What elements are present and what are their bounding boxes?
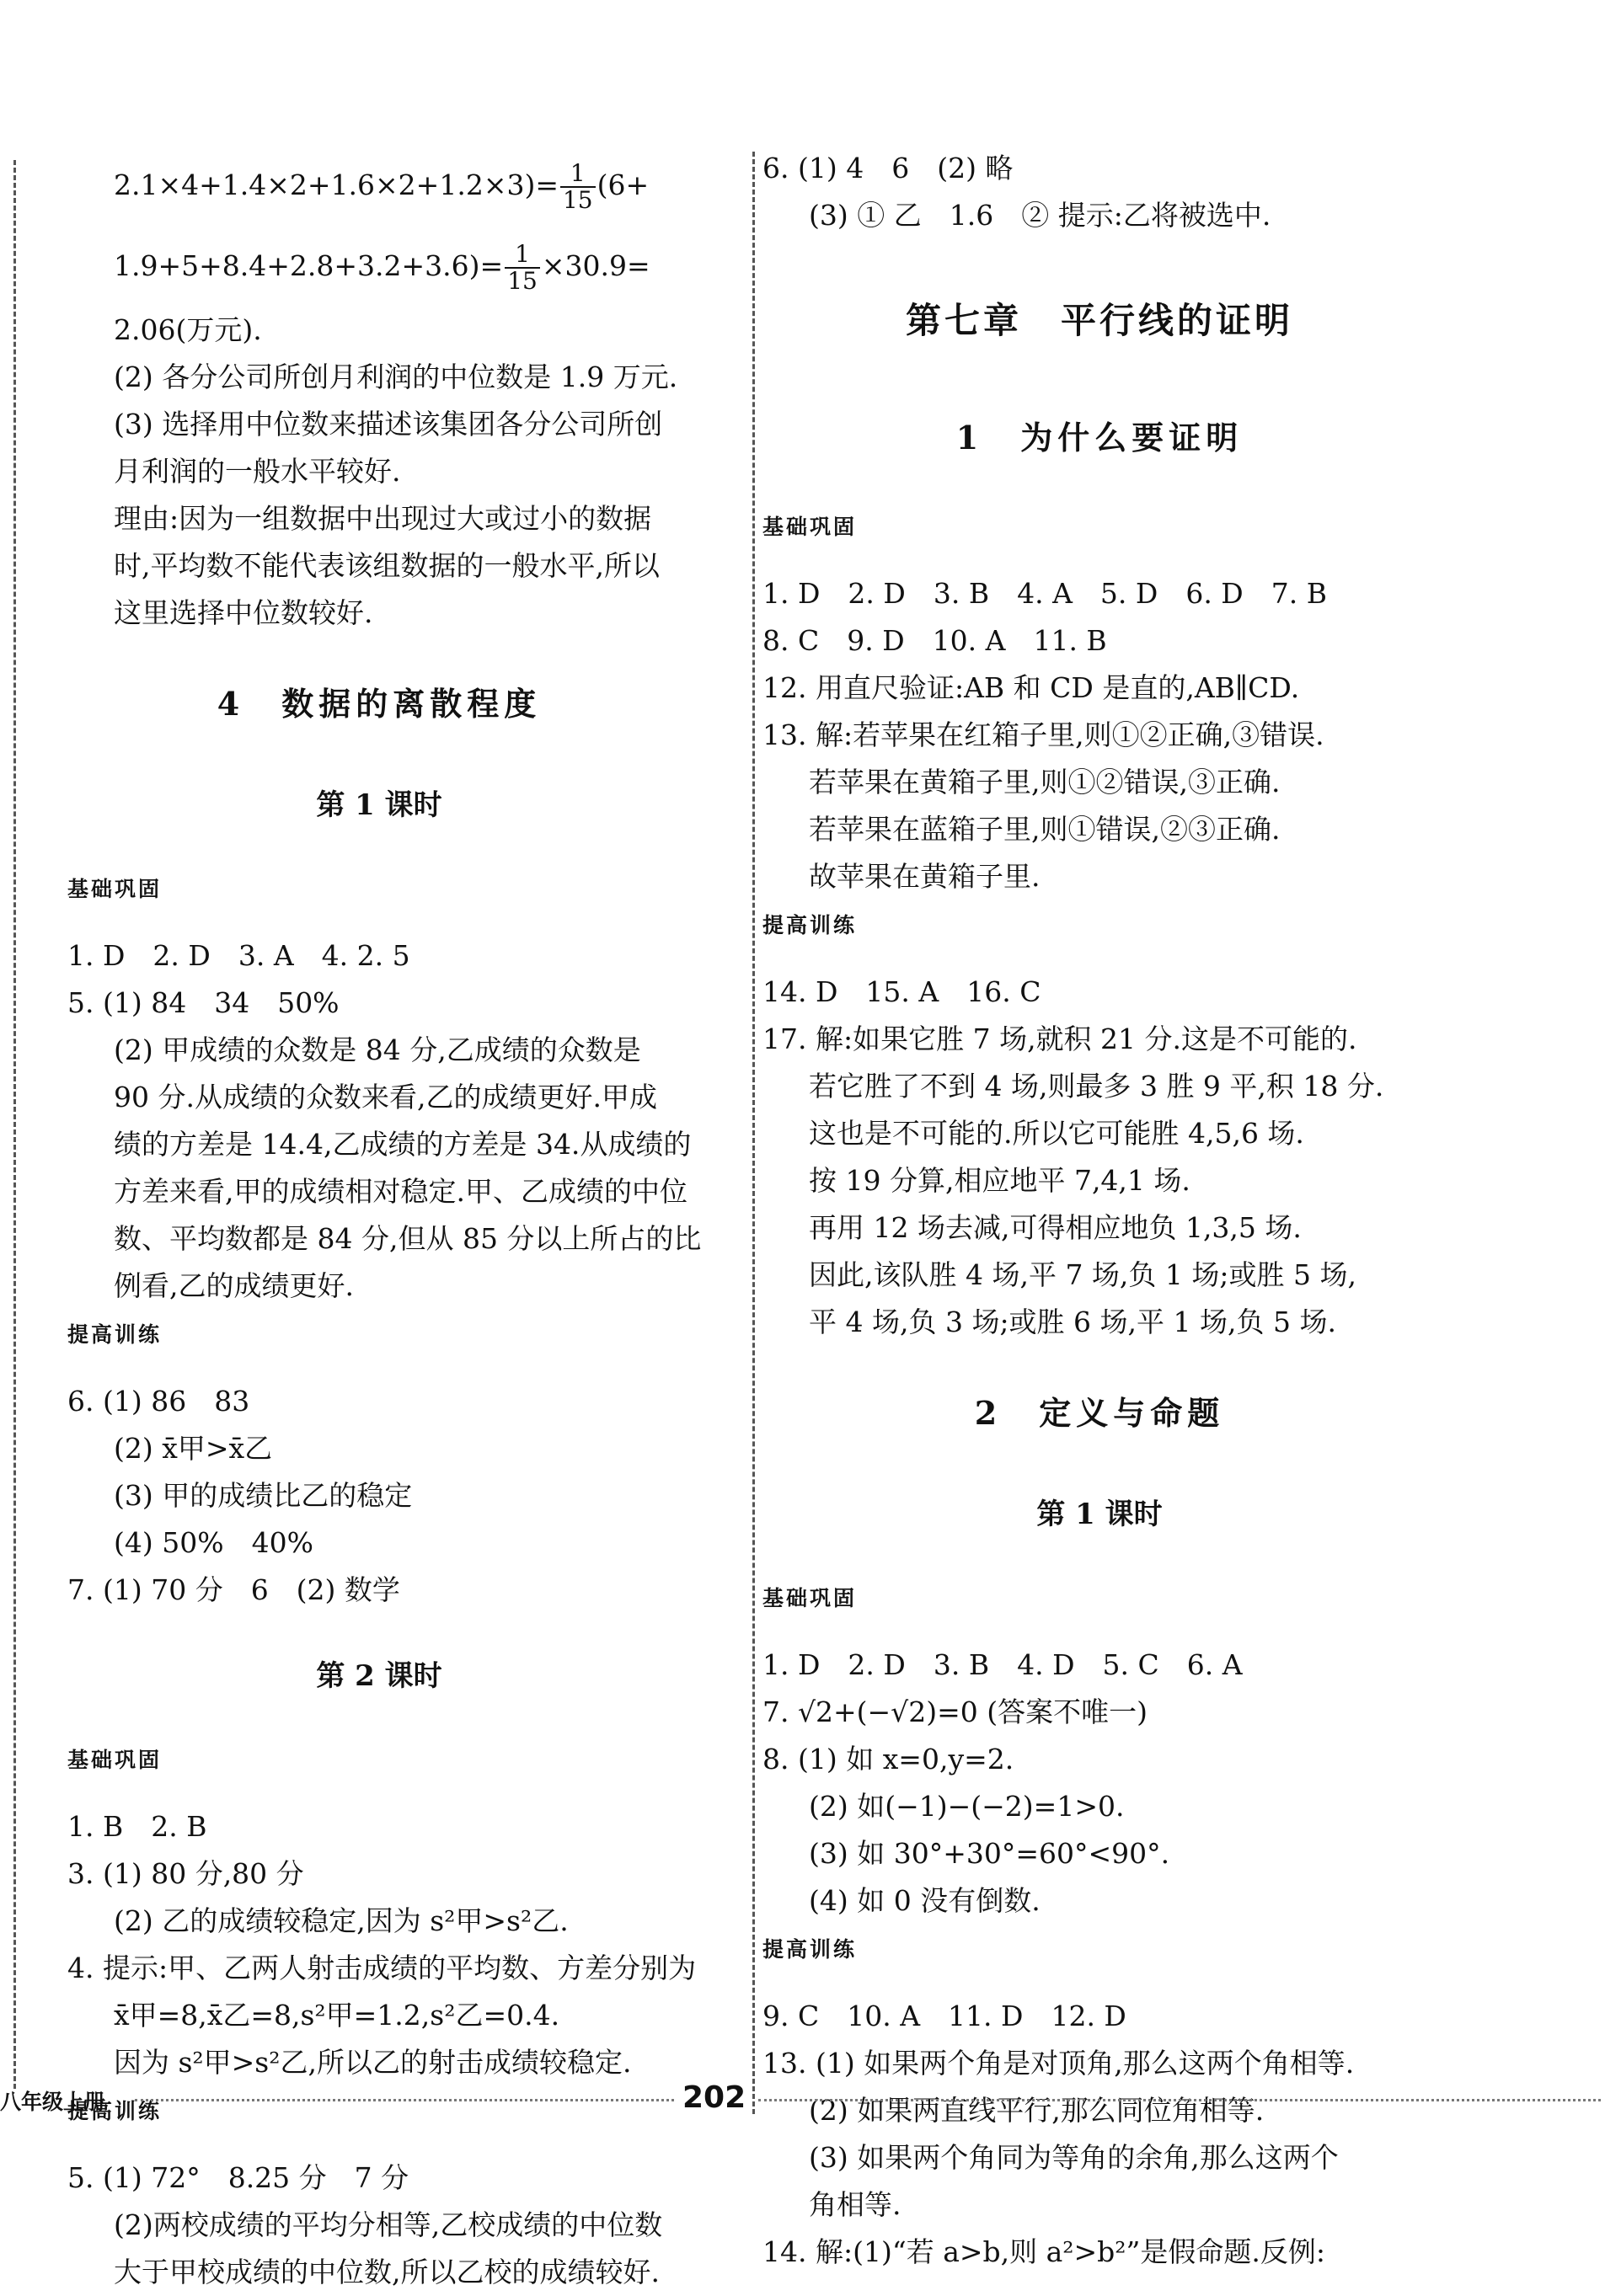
- section-title: 1 为什么要证明: [955, 419, 1244, 457]
- answer-line: 方差来看,甲的成绩相对稳定.甲、乙成绩的中位: [114, 1175, 687, 1208]
- answer-line: 8. C 9. D 10. A 11. B: [762, 624, 1107, 657]
- answer-line: 1. D 2. D 3. B 4. D 5. C 6. A: [762, 1648, 1243, 1681]
- left-column: [67, 145, 702, 2296]
- answer-line: 按 19 分算,相应地平 7,4,1 场.: [809, 1164, 1190, 1197]
- subheading-basic: 基础巩固: [67, 877, 163, 901]
- answer-line: 5. (1) 84 34 50%: [67, 986, 340, 1019]
- answer-line: 故苹果在黄箱子里.: [809, 860, 1041, 893]
- answer-line: 7. √2+(−√2)=0 (答案不唯一): [762, 1695, 1148, 1728]
- answer-line: (2) x̄甲>x̄乙: [114, 1432, 273, 1465]
- answer-line: 1. D 2. D 3. B 4. A 5. D 6. D 7. B: [762, 577, 1327, 610]
- answer-line: (3) 如果两个角同为等角的余角,那么这两个: [809, 2141, 1339, 2174]
- subheading-improve: 提高训练: [67, 1322, 163, 1347]
- subheading-basic: 基础巩固: [762, 515, 858, 539]
- answer-line: 17. 解:如果它胜 7 场,就积 21 分.这是不可能的.: [762, 1023, 1357, 1055]
- lesson-title: 第 2 课时: [316, 1659, 442, 1693]
- answer-line: 因此,该队胜 4 场,平 7 场,负 1 场;或胜 5 场,: [809, 1258, 1356, 1291]
- fraction: $\frac{1}{15}$: [560, 161, 596, 213]
- answer-line: (4) 如 0 没有倒数.: [809, 1884, 1041, 1917]
- footer-dotted-rule: [758, 2099, 1601, 2101]
- answer-line: (2) 如果两直线平行,那么同位角相等.: [809, 2094, 1265, 2127]
- answer-line: 因为 s²甲>s²乙,所以乙的射击成绩较稳定.: [114, 2046, 632, 2079]
- right-column: [762, 145, 1436, 2276]
- answer-line: 时,平均数不能代表该组数据的一般水平,所以: [114, 549, 660, 582]
- answer-line: (2) 乙的成绩较稳定,因为 s²甲>s²乙.: [114, 1904, 569, 1937]
- answer-line: 角相等.: [809, 2188, 901, 2221]
- answer-line: 5. (1) 72° 8.25 分 7 分: [67, 2161, 409, 2194]
- answer-line: 9. C 10. A 11. D 12. D: [762, 2000, 1126, 2032]
- answer-line: (2) 甲成绩的众数是 84 分,乙成绩的众数是: [114, 1033, 641, 1066]
- answer-line: 14. 解:(1)“若 a>b,则 a²>b²”是假命题.反例:: [762, 2235, 1326, 2268]
- answer-line: 理由:因为一组数据中出现过大或过小的数据: [114, 502, 652, 535]
- answer-line: 7. (1) 70 分 6 (2) 数学: [67, 1573, 400, 1606]
- equation-line-1: 2.1×4+1.4×2+1.6×2+1.2×3)= $\frac{1}{15}$ (6+: [114, 159, 650, 214]
- subheading-basic: 基础巩固: [67, 1748, 163, 1772]
- answer-line: 2.06(万元).: [114, 313, 262, 346]
- binding-margin-left: [13, 160, 28, 2089]
- answer-line: (2) 如(−1)−(−2)=1>0.: [809, 1790, 1125, 1823]
- subheading-improve: 提高训练: [762, 913, 858, 937]
- answer-line: 3. (1) 80 分,80 分: [67, 1857, 304, 1890]
- answer-line: (3) 如 30°+30°=60°<90°.: [809, 1837, 1170, 1870]
- answer-line: 数、平均数都是 84 分,但从 85 分以上所占的比: [114, 1222, 702, 1255]
- answer-line: 若苹果在蓝箱子里,则①错误,②③正确.: [809, 813, 1281, 846]
- fraction: $\frac{1}{15}$: [505, 242, 540, 294]
- subheading-improve: 提高训练: [67, 2099, 163, 2123]
- answer-line: 再用 12 场去减,可得相应地负 1,3,5 场.: [809, 1211, 1302, 1244]
- answer-line: 6. (1) 4 6 (2) 略: [762, 152, 1014, 184]
- answer-line: 1. B 2. B: [67, 1810, 207, 1843]
- equation-line-2: 1.9+5+8.4+2.8+3.2+3.6)= $\frac{1}{15}$ ×30.9=: [114, 240, 650, 295]
- answer-line: 若苹果在黄箱子里,则①②错误,③正确.: [809, 766, 1281, 798]
- lesson-title: 第 1 课时: [1036, 1498, 1163, 1531]
- answer-line: (2) 各分公司所创月利润的中位数是 1.9 万元.: [114, 360, 678, 393]
- subheading-basic: 基础巩固: [762, 1586, 858, 1610]
- footer-dotted-rule: [135, 2099, 674, 2101]
- answer-line: 4. 提示:甲、乙两人射击成绩的平均数、方差分别为: [67, 1952, 697, 1984]
- answer-line: x̄甲=8,x̄乙=8,s²甲=1.2,s²乙=0.4.: [114, 1999, 560, 2032]
- answer-line: 大于甲校成绩的中位数,所以乙校的成绩较好.: [114, 2256, 660, 2288]
- answer-line: 14. D 15. A 16. C: [762, 975, 1041, 1008]
- answer-line: (4) 50% 40%: [114, 1526, 313, 1559]
- section-title: 4 数据的离散程度: [217, 685, 542, 723]
- answer-line: 平 4 场,负 3 场;或胜 6 场,平 1 场,负 5 场.: [809, 1306, 1336, 1338]
- answer-line: 1. D 2. D 3. A 4. 2. 5: [67, 939, 410, 972]
- section-title: 2 定义与命题: [974, 1394, 1225, 1432]
- answer-line: 月利润的一般水平较好.: [114, 455, 401, 488]
- grade-label: 八年级上册: [0, 2090, 106, 2114]
- answer-line: 若它胜了不到 4 场,则最多 3 胜 9 平,积 18 分.: [809, 1070, 1384, 1103]
- answer-line: 90 分.从成绩的众数来看,乙的成绩更好.甲成: [114, 1081, 657, 1113]
- answer-line: (2)两校成绩的平均分相等,乙校成绩的中位数: [114, 2208, 663, 2241]
- answer-line: 13. (1) 如果两个角是对顶角,那么这两个角相等.: [762, 2047, 1355, 2080]
- answer-line: (3) 选择用中位数来描述该集团各分公司所创: [114, 408, 663, 441]
- answer-line: 13. 解:若苹果在红箱子里,则①②正确,③错误.: [762, 718, 1324, 751]
- column-divider: [752, 152, 755, 2114]
- page-footer: [0, 2080, 1605, 2131]
- answer-line: 绩的方差是 14.4,乙成绩的方差是 34.从成绩的: [114, 1128, 692, 1161]
- answer-line: 这里选择中位数较好.: [114, 596, 373, 629]
- answer-line: (3) 甲的成绩比乙的稳定: [114, 1479, 413, 1512]
- lesson-title: 第 1 课时: [316, 788, 442, 822]
- page-number: 202: [682, 2080, 746, 2115]
- answer-line: 6. (1) 86 83: [67, 1385, 250, 1418]
- answer-line: 例看,乙的成绩更好.: [114, 1269, 354, 1302]
- answer-line: 这也是不可能的.所以它可能胜 4,5,6 场.: [809, 1117, 1304, 1150]
- answer-line: 8. (1) 如 x=0,y=2.: [762, 1743, 1014, 1775]
- answer-line: (3) ① 乙 1.6 ② 提示:乙将被选中.: [809, 199, 1271, 232]
- subheading-improve: 提高训练: [762, 1937, 858, 1962]
- answer-line: 12. 用直尺验证:AB 和 CD 是直的,AB∥CD.: [762, 671, 1300, 704]
- chapter-title: 第七章 平行线的证明: [905, 300, 1293, 341]
